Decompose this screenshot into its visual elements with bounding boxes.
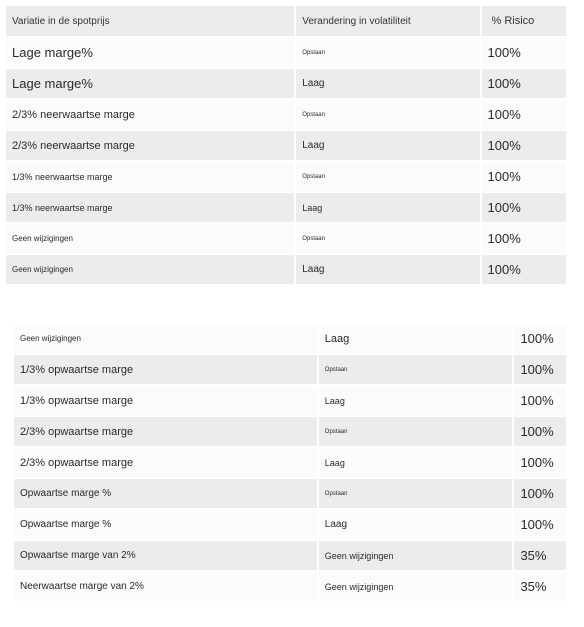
cell-risk: 100% [481,99,567,130]
cell-volatility: Laag [318,385,514,416]
cell-volatility: Opstaan [318,416,514,447]
cell-risk: 100% [481,68,567,99]
cell-spot-variation: 2/3% neerwaartse marge [5,130,295,161]
table-row [13,571,567,602]
table-row [5,254,567,285]
cell-volatility: Opstaan [318,478,514,509]
table-header-row [5,5,567,37]
cell-spot-variation: Opwaartse marge % [13,509,318,540]
cell-spot-variation: Opwaartse marge van 2% [13,540,318,571]
cell-risk: 100% [481,161,567,192]
table-row [5,130,567,161]
cell-risk: 100% [481,130,567,161]
cell-risk: 100% [513,385,567,416]
table-row [13,447,567,478]
cell-volatility: Opstaan [295,223,480,254]
cell-spot-variation: 1/3% opwaartse marge [13,385,318,416]
risk-table-top [4,4,568,286]
cell-risk: 100% [513,509,567,540]
cell-spot-variation: 1/3% opwaartse marge [13,354,318,385]
cell-risk: 35% [513,571,567,602]
table-row [5,223,567,254]
table-row [5,192,567,223]
table-row [13,416,567,447]
cell-risk: 100% [481,223,567,254]
table-row [5,161,567,192]
cell-volatility: Opstaan [295,37,480,68]
cell-spot-variation: 1/3% neerwaartse marge [5,161,295,192]
table-row [13,478,567,509]
cell-spot-variation: 2/3% opwaartse marge [13,416,318,447]
cell-volatility: Laag [295,192,480,223]
cell-volatility: Opstaan [295,161,480,192]
cell-volatility: Opstaan [318,354,514,385]
cell-risk: 100% [513,323,567,354]
table-row [13,540,567,571]
table-row [5,68,567,99]
cell-risk: 100% [513,416,567,447]
cell-volatility: Laag [295,254,480,285]
risk-table-bottom [12,322,568,603]
cell-risk: 100% [513,478,567,509]
header-risk-percent: % Risico [481,5,567,37]
table-row [13,323,567,354]
cell-spot-variation: Geen wijzigingen [13,323,318,354]
cell-volatility: Laag [318,323,514,354]
cell-risk: 100% [513,447,567,478]
cell-spot-variation: Lage marge% [5,68,295,99]
cell-volatility: Laag [318,509,514,540]
cell-volatility: Opstaan [295,99,480,130]
cell-spot-variation: Lage marge% [5,37,295,68]
table-row [13,385,567,416]
header-spot-price-variation: Variatie in de spotprijs [5,5,295,37]
table-row [5,99,567,130]
cell-risk: 100% [481,254,567,285]
cell-volatility: Geen wijzigingen [318,571,514,602]
cell-risk: 100% [513,354,567,385]
cell-spot-variation: 2/3% neerwaartse marge [5,99,295,130]
cell-spot-variation: Neerwaartse marge van 2% [13,571,318,602]
table-row [13,354,567,385]
cell-volatility: Laag [295,68,480,99]
header-volatility-change: Verandering in volatiliteit [295,5,480,37]
cell-spot-variation: Geen wijzigingen [5,254,295,285]
cell-spot-variation: 2/3% opwaartse marge [13,447,318,478]
cell-spot-variation: Opwaartse marge % [13,478,318,509]
cell-risk: 100% [481,192,567,223]
cell-spot-variation: Geen wijzigingen [5,223,295,254]
cell-spot-variation: 1/3% neerwaartse marge [5,192,295,223]
cell-volatility: Laag [295,130,480,161]
table-row [13,509,567,540]
cell-volatility: Geen wijzigingen [318,540,514,571]
table-row [5,37,567,68]
cell-volatility: Laag [318,447,514,478]
cell-risk: 35% [513,540,567,571]
cell-risk: 100% [481,37,567,68]
